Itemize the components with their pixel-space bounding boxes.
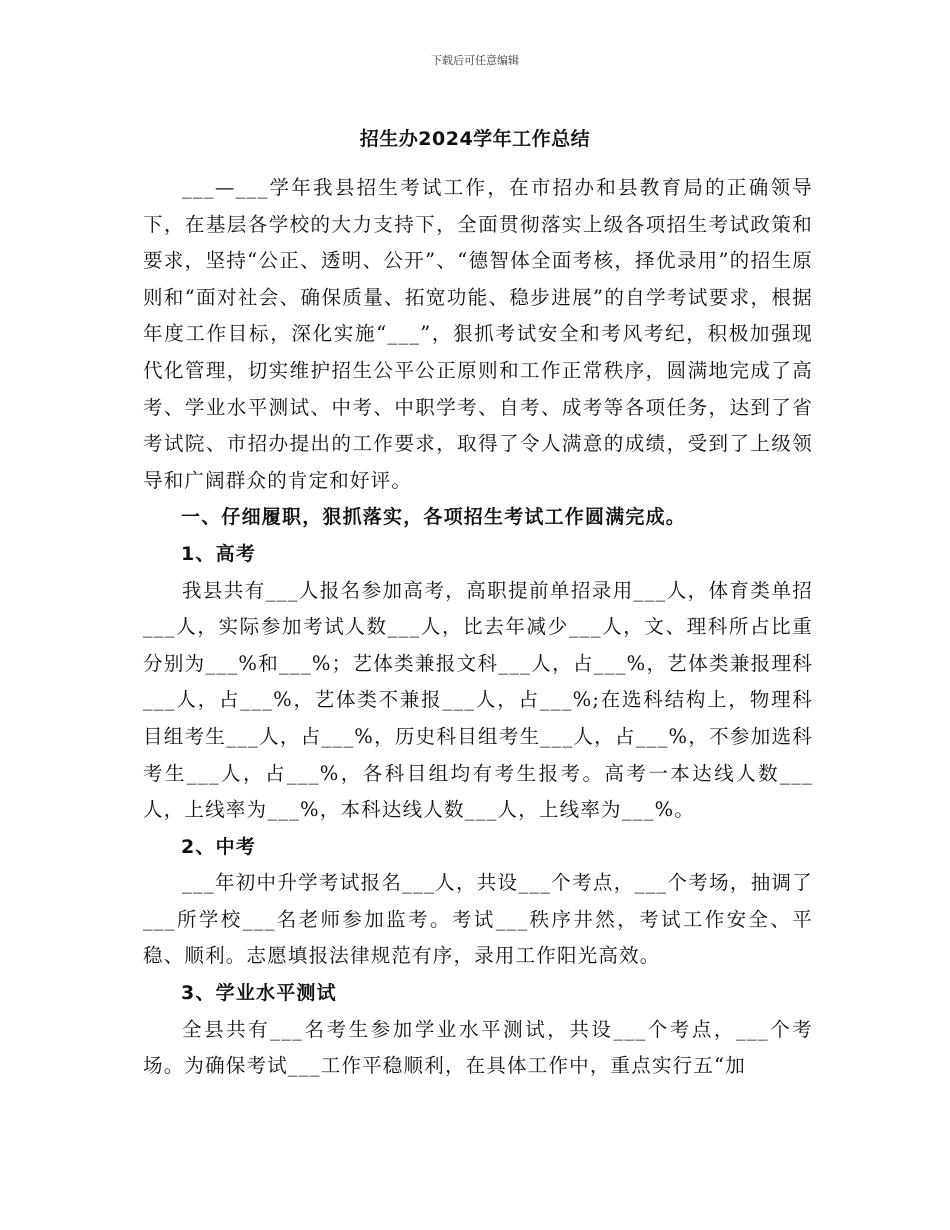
gaokao-paragraph: 我县共有___人报名参加高考，高职提前单招录用___人，体育类单招___人，实际参加考试人数___人，比去年减少___人，文、理科所占比重分别为___%和___%；艺体类兼报文科___人，占___%，艺体类兼报理科___人，占___%，艺体类不兼报___人，占___%;在选科结构上，物理科目组考生___人，占___%，历史科目组考生___人，占___%，不参加选科考生___人，占___%，各科目组均有考生报考。高考一本达线人数___人，上线率为___%，本科达线人数___人，上线率为___%。 xyxy=(143,578,813,822)
xueye-paragraph: 全县共有___名考生参加学业水平测试，共设___个考点，___个考场。为确保考试___工作平稳顺利，在具体工作中，重点实行五“加 xyxy=(143,1017,813,1078)
section-heading-1: 一、仔细履职，狠抓落实，各项招生考试工作圆满完成。 xyxy=(181,506,687,529)
subsection-heading-xueye: 3、学业水平测试 xyxy=(181,982,337,1005)
header-note: 下载后可任意编辑 xyxy=(431,54,519,67)
document-title: 招生办2024学年工作总结 xyxy=(359,128,591,150)
subsection-heading-zhongkao: 2、中考 xyxy=(181,835,257,858)
subsection-heading-gaokao: 1、高考 xyxy=(181,542,257,565)
document-body xyxy=(143,170,813,1085)
intro-paragraph: ___—___学年我县招生考试工作，在市招办和县教育局的正确领导下，在基层各学校的大力支持下，全面贯彻落实上级各项招生考试政策和要求，坚持“公正、透明、公开”、“德智体全面考核，择优录用”的招生原则和“面对社会、确保质量、拓宽功能、稳步进展”的自学考试要求，根据年度工作目标，深化实施“___”，狠抓考试安全和考风考纪，积极加强现代化管理，切实维护招生公平公正原则和工作正常秩序，圆满地完成了高考、学业水平测试、中考、中职学考、自考、成考等各项任务，达到了省考试院、市招办提出的工作要求，取得了令人满意的成绩，受到了上级领导和广阔群众的肯定和好评。 xyxy=(143,176,813,492)
zhongkao-paragraph: ___年初中升学考试报名___人，共设___个考点，___个考场，抽调了___所学校___名老师参加监考。考试___秩序井然，考试工作安全、平稳、顺利。志愿填报法律规范有序，录用工作阳光高效。 xyxy=(143,871,813,968)
